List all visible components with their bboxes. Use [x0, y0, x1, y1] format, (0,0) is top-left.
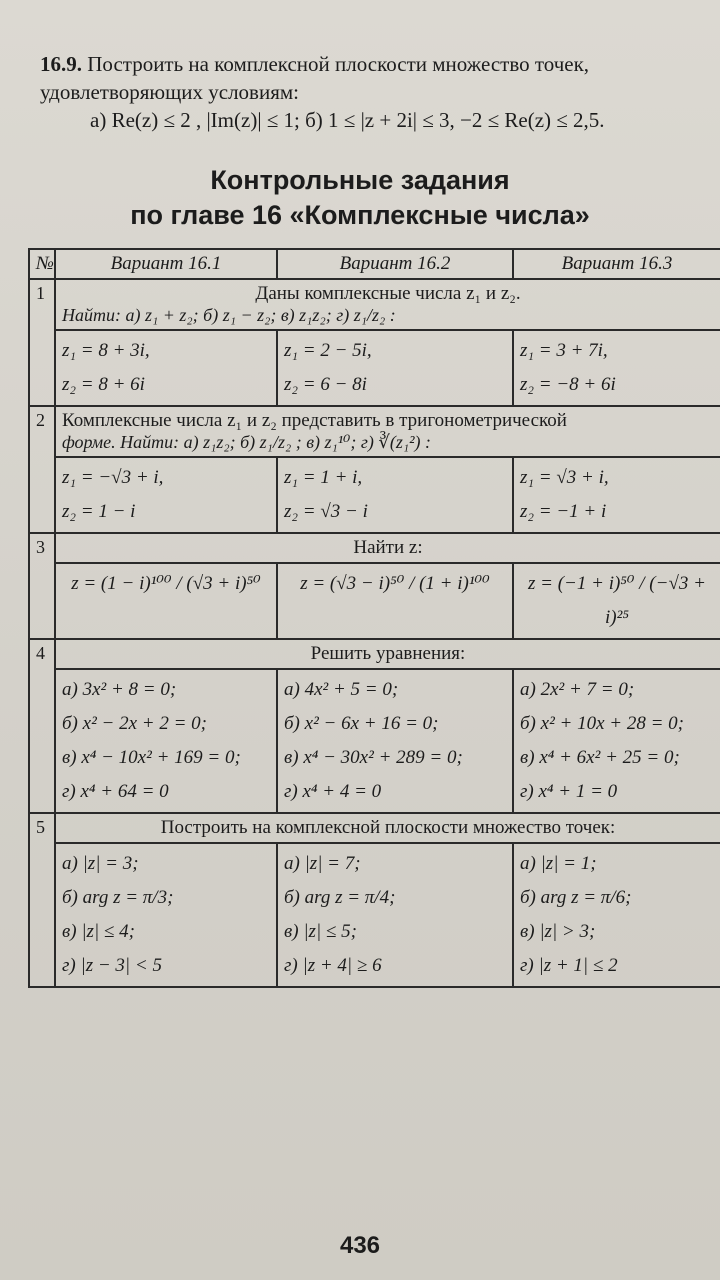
condition: в) |z| > 3;: [520, 921, 596, 942]
task-3-variant-1: z = (1 − i)¹⁰⁰ / (√3 + i)⁵⁰: [55, 563, 277, 639]
task-number: 2: [29, 406, 55, 533]
condition: а) |z| = 1;: [520, 853, 597, 874]
equation: в) x⁴ − 30x² + 289 = 0;: [284, 747, 463, 768]
header-variant-1: Вариант 16.1: [55, 249, 277, 279]
task-number: 4: [29, 639, 55, 813]
task-3-head-row: [29, 533, 720, 563]
task-4-variant-3: [513, 669, 720, 813]
equation: в) x⁴ + 6x² + 25 = 0;: [520, 747, 680, 768]
condition: б) arg z = π/3;: [62, 887, 174, 908]
header-variant-2: Вариант 16.2: [277, 249, 513, 279]
equation: а) 2x² + 7 = 0;: [520, 679, 635, 700]
task-5-variant-3: [513, 843, 720, 987]
task-1-head: Даны комплексные числа z₁ и z₂.: [255, 283, 521, 304]
equation: а) 3x² + 8 = 0;: [62, 679, 177, 700]
task-4-head: Решить уравнения:: [55, 639, 720, 669]
task-1-variant-3: [513, 330, 720, 406]
task-1-variant-2: [277, 330, 513, 406]
formula: z₁ = −√3 + i,: [62, 467, 164, 488]
task-number: 5: [29, 813, 55, 987]
task-3-variant-2: z = (√3 − i)⁵⁰ / (1 + i)¹⁰⁰: [277, 563, 513, 639]
header-variant-3: Вариант 16.3: [513, 249, 720, 279]
control-tasks-table: [28, 248, 720, 988]
task-5-variants-row: [29, 843, 720, 987]
condition: а) |z| = 7;: [284, 853, 361, 874]
task-2-head-row: [29, 406, 720, 457]
section-title: Контрольные задания: [210, 165, 510, 195]
header-number: №: [29, 249, 55, 279]
task-3-variants-row: [29, 563, 720, 639]
task-1-head-row: [29, 279, 720, 330]
task-2-find: форме. Найти: а) z₁z₂; б) z₁/z₂ ; в) z₁¹⁰; г) ∛(z₁²) :: [62, 432, 431, 452]
equation: б) x² − 2x + 2 = 0;: [62, 713, 207, 734]
task-2-variant-1: [55, 457, 277, 533]
equation: а) 4x² + 5 = 0;: [284, 679, 399, 700]
task-4-variant-1: [55, 669, 277, 813]
equation: г) x⁴ + 64 = 0: [62, 781, 169, 802]
table-header-row: [29, 249, 720, 279]
task-4-variant-2: [277, 669, 513, 813]
task-2-statement: [55, 406, 720, 457]
task-number: 3: [29, 533, 55, 639]
equation: г) x⁴ + 1 = 0: [520, 781, 618, 802]
task-1-variant-1: [55, 330, 277, 406]
task-3-variant-3: z = (−1 + i)⁵⁰ / (−√3 + i)²⁵: [513, 563, 720, 639]
page-number: 436: [339, 1232, 381, 1259]
problem-text-1: Построить на комплексной плоскости множество точек,: [87, 52, 590, 76]
task-1-find: Найти: а) z₁ + z₂; б) z₁ − z₂; в) z₁z₂; г) z₁/z₂ :: [62, 305, 396, 325]
task-2-head: Комплексные числа z₁ и z₂ представить в тригонометрической: [62, 410, 567, 431]
formula: z₁ = 2 − 5i,: [284, 340, 372, 361]
formula: z₂ = −1 + i: [520, 501, 607, 522]
equation: б) x² + 10x + 28 = 0;: [520, 713, 684, 734]
section-subtitle: по главе 16 «Комплексные числа»: [130, 200, 590, 230]
condition: б) arg z = π/6;: [520, 887, 632, 908]
task-number: 1: [29, 279, 55, 406]
equation: в) x⁴ − 10x² + 169 = 0;: [62, 747, 241, 768]
task-1-statement: [55, 279, 720, 330]
formula: z₁ = 8 + 3i,: [62, 340, 150, 361]
formula: z₂ = 6 − 8i: [284, 374, 367, 395]
condition: г) |z − 3| < 5: [62, 955, 162, 976]
task-5-head-row: [29, 813, 720, 843]
formula: z₂ = 8 + 6i: [62, 374, 145, 395]
condition: г) |z + 1| ≤ 2: [520, 955, 618, 976]
task-2-variants-row: [29, 457, 720, 533]
task-4-variants-row: [29, 669, 720, 813]
condition: в) |z| ≤ 5;: [284, 921, 357, 942]
task-2-variant-3: [513, 457, 720, 533]
task-4-head-row: [29, 639, 720, 669]
task-1-variants-row: [29, 330, 720, 406]
equation: б) x² − 6x + 16 = 0;: [284, 713, 439, 734]
task-2-variant-2: [277, 457, 513, 533]
condition: в) |z| ≤ 4;: [62, 921, 135, 942]
formula: z₁ = 1 + i,: [284, 467, 363, 488]
equation: г) x⁴ + 4 = 0: [284, 781, 382, 802]
formula: z₁ = 3 + 7i,: [520, 340, 608, 361]
problem-16-9: [40, 50, 720, 134]
condition: а) |z| = 3;: [62, 853, 139, 874]
condition: г) |z + 4| ≥ 6: [284, 955, 382, 976]
formula: z₁ = √3 + i,: [520, 467, 609, 488]
problem-text-2: удовлетворяющих условиям:: [40, 80, 299, 104]
formula: z₂ = √3 − i: [284, 501, 368, 522]
problem-number: 16.9.: [40, 52, 82, 76]
problem-text-3: а) Re(z) ≤ 2 , |Im(z)| ≤ 1; б) 1 ≤ |z + 2i| ≤ 3, −2 ≤ Re(z) ≤ 2,5.: [90, 108, 605, 132]
condition: б) arg z = π/4;: [284, 887, 396, 908]
task-5-variant-2: [277, 843, 513, 987]
task-5-head: Построить на комплексной плоскости множество точек:: [55, 813, 720, 843]
task-3-head: Найти z:: [55, 533, 720, 563]
formula: z₂ = 1 − i: [62, 501, 136, 522]
formula: z₂ = −8 + 6i: [520, 374, 616, 395]
task-5-variant-1: [55, 843, 277, 987]
